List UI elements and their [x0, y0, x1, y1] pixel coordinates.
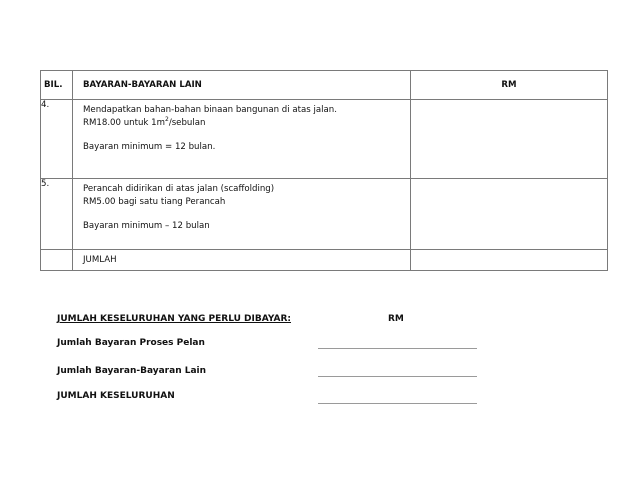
rate-line: RM5.00 bagi satu tiang Perancah — [83, 197, 226, 207]
rate-unit: /sebulan — [168, 118, 206, 128]
amount-blank-line — [318, 376, 477, 377]
summary-title: JUMLAH KESELURUHAN YANG PERLU DIBAYAR: — [57, 314, 291, 324]
summary-item-other-payments: Jumlah Bayaran-Bayaran Lain — [57, 366, 207, 376]
row-amount-cell — [411, 179, 608, 250]
minimum-line: Bayaran minimum – 12 bulan — [83, 221, 210, 231]
row-description — [73, 179, 411, 250]
description-line: Perancah didirikan di atas jalan (scaffolding) — [83, 184, 275, 194]
row-amount-cell — [411, 100, 608, 179]
fees-table — [40, 70, 608, 271]
rate-line — [83, 117, 410, 130]
summary-item-grand-total: JUMLAH KESELURUHAN — [57, 391, 175, 401]
rate-superscript: 2 — [164, 116, 169, 124]
row-number: 4. — [41, 100, 73, 179]
summary-item-plan-processing: Jumlah Bayaran Proses Pelan — [57, 338, 205, 348]
row-description — [73, 100, 411, 179]
total-bil-cell — [41, 250, 73, 271]
summary-rm-label: RM — [388, 314, 404, 324]
rate-text: RM18.00 untuk 1m — [83, 118, 165, 128]
total-label: JUMLAH — [73, 250, 411, 271]
amount-blank-line — [318, 348, 477, 349]
table-row — [41, 100, 608, 179]
total-amount-cell — [411, 250, 608, 271]
table-header-row — [41, 71, 608, 100]
row-number: 5. — [41, 179, 73, 250]
minimum-line: Bayaran minimum = 12 bulan. — [83, 142, 216, 152]
header-rm: RM — [411, 71, 608, 100]
description-line: Mendapatkan bahan-bahan binaan bangunan di atas jalan. — [83, 105, 337, 115]
total-row — [41, 250, 608, 271]
header-description: BAYARAN-BAYARAN LAIN — [73, 71, 411, 100]
header-bil: BIL. — [41, 71, 73, 100]
amount-blank-line — [318, 403, 477, 404]
table-row — [41, 179, 608, 250]
